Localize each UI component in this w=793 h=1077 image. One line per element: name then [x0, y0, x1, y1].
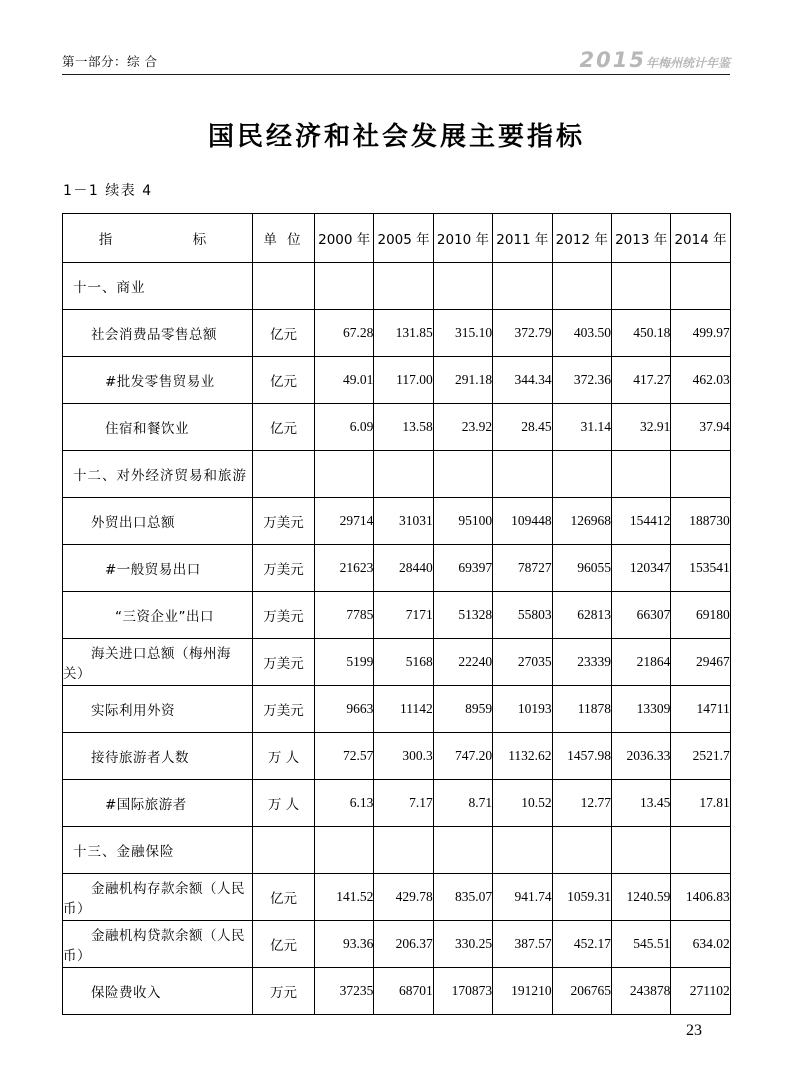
- cell-indicator: [63, 498, 253, 545]
- cell-value: [611, 451, 670, 498]
- table-caption: 1－1 续表 4: [63, 183, 153, 199]
- cell-value: 1059.31: [552, 874, 611, 921]
- cell-value: [315, 827, 374, 874]
- cell-value: 8959: [433, 686, 492, 733]
- cell-indicator: [63, 874, 253, 921]
- cell-value: 68701: [374, 968, 433, 1015]
- cell-value: 2521.7: [671, 733, 730, 780]
- cell-value: 22240: [433, 639, 492, 686]
- cell-indicator: [63, 921, 253, 968]
- cell-value: 344.34: [493, 357, 552, 404]
- cell-value: 28440: [374, 545, 433, 592]
- cell-unit: 万美元: [253, 639, 315, 686]
- cell-unit: 亿元: [253, 874, 315, 921]
- cell-value: 545.51: [611, 921, 670, 968]
- cell-unit: [253, 263, 315, 310]
- header-section-label: 第一部分：综 合: [62, 54, 158, 69]
- indicator-label: 十三、金融保险: [73, 844, 175, 860]
- cell-value: [374, 827, 433, 874]
- cell-value: 10.52: [493, 780, 552, 827]
- cell-value: 37.94: [671, 404, 730, 451]
- cell-indicator: [63, 639, 253, 686]
- column-header-2012: 2012 年: [552, 214, 611, 263]
- cell-value: 17.81: [671, 780, 730, 827]
- cell-value: 188730: [671, 498, 730, 545]
- table-row: [63, 404, 731, 451]
- cell-value: 243878: [611, 968, 670, 1015]
- cell-value: 7785: [315, 592, 374, 639]
- cell-value: 429.78: [374, 874, 433, 921]
- table-row: [63, 921, 731, 968]
- table-row: [63, 263, 731, 310]
- table-row: [63, 451, 731, 498]
- watermark-year: 2015: [579, 48, 646, 72]
- cell-value: 31031: [374, 498, 433, 545]
- cell-value: 78727: [493, 545, 552, 592]
- cell-indicator: [63, 357, 253, 404]
- indicator-label: 社会消费品零售总额: [91, 327, 217, 343]
- cell-value: [493, 827, 552, 874]
- cell-value: 300.3: [374, 733, 433, 780]
- cell-value: 403.50: [552, 310, 611, 357]
- cell-value: 117.00: [374, 357, 433, 404]
- column-header-2000: 2000 年: [315, 214, 374, 263]
- cell-value: 452.17: [552, 921, 611, 968]
- cell-value: 23339: [552, 639, 611, 686]
- cell-value: 462.03: [671, 357, 730, 404]
- cell-value: 291.18: [433, 357, 492, 404]
- cell-value: [552, 263, 611, 310]
- cell-value: [433, 827, 492, 874]
- cell-value: [493, 451, 552, 498]
- indicator-label: “三资企业”出口: [115, 609, 214, 625]
- cell-unit: 万 人: [253, 733, 315, 780]
- cell-value: [374, 263, 433, 310]
- cell-unit: [253, 827, 315, 874]
- cell-value: 95100: [433, 498, 492, 545]
- cell-value: 13.45: [611, 780, 670, 827]
- indicator-label: #批发零售贸易业: [105, 374, 215, 390]
- cell-value: [315, 263, 374, 310]
- cell-value: 69397: [433, 545, 492, 592]
- cell-unit: 万美元: [253, 686, 315, 733]
- cell-value: [611, 263, 670, 310]
- cell-value: 6.09: [315, 404, 374, 451]
- cell-value: 126968: [552, 498, 611, 545]
- table-header-row: [63, 214, 731, 263]
- cell-unit: 万美元: [253, 592, 315, 639]
- cell-value: 11878: [552, 686, 611, 733]
- cell-unit: [253, 451, 315, 498]
- table-row: [63, 874, 731, 921]
- indicator-label: 保险费收入: [91, 985, 161, 1001]
- cell-unit: 万元: [253, 968, 315, 1015]
- cell-value: 206.37: [374, 921, 433, 968]
- cell-unit: 亿元: [253, 310, 315, 357]
- indicator-label: 海关进口总额（梅州海关）: [63, 646, 231, 682]
- cell-value: [493, 263, 552, 310]
- cell-indicator: [63, 827, 253, 874]
- column-header-2014: 2014 年: [671, 214, 730, 263]
- cell-value: 170873: [433, 968, 492, 1015]
- cell-value: 154412: [611, 498, 670, 545]
- cell-value: 69180: [671, 592, 730, 639]
- table-body: [63, 263, 731, 1015]
- cell-value: 49.01: [315, 357, 374, 404]
- cell-unit: 万美元: [253, 498, 315, 545]
- table-row: [63, 498, 731, 545]
- cell-value: 941.74: [493, 874, 552, 921]
- cell-value: 62813: [552, 592, 611, 639]
- cell-value: 37235: [315, 968, 374, 1015]
- cell-value: [433, 263, 492, 310]
- cell-value: 206765: [552, 968, 611, 1015]
- cell-value: 93.36: [315, 921, 374, 968]
- cell-value: [611, 827, 670, 874]
- cell-value: 417.27: [611, 357, 670, 404]
- cell-value: 23.92: [433, 404, 492, 451]
- cell-value: 120347: [611, 545, 670, 592]
- cell-value: 387.57: [493, 921, 552, 968]
- cell-value: 21864: [611, 639, 670, 686]
- cell-unit: 亿元: [253, 921, 315, 968]
- cell-value: 7171: [374, 592, 433, 639]
- cell-unit: 万 人: [253, 780, 315, 827]
- cell-value: 21623: [315, 545, 374, 592]
- cell-value: 9663: [315, 686, 374, 733]
- cell-value: 66307: [611, 592, 670, 639]
- cell-value: 31.14: [552, 404, 611, 451]
- cell-value: 109448: [493, 498, 552, 545]
- cell-value: 747.20: [433, 733, 492, 780]
- table-row: [63, 357, 731, 404]
- cell-indicator: [63, 780, 253, 827]
- cell-value: 32.91: [611, 404, 670, 451]
- cell-value: 67.28: [315, 310, 374, 357]
- cell-value: [671, 263, 730, 310]
- cell-value: 1457.98: [552, 733, 611, 780]
- column-header-2011: 2011 年: [493, 214, 552, 263]
- cell-value: [671, 827, 730, 874]
- cell-indicator: [63, 263, 253, 310]
- cell-value: 1406.83: [671, 874, 730, 921]
- column-header-2013: 2013 年: [611, 214, 670, 263]
- cell-value: 153541: [671, 545, 730, 592]
- table-row: [63, 545, 731, 592]
- cell-unit: 万美元: [253, 545, 315, 592]
- table-row: [63, 686, 731, 733]
- cell-value: [552, 451, 611, 498]
- cell-value: 191210: [493, 968, 552, 1015]
- cell-value: 141.52: [315, 874, 374, 921]
- cell-indicator: [63, 310, 253, 357]
- cell-indicator: [63, 733, 253, 780]
- indicator-label: 外贸出口总额: [91, 515, 175, 531]
- cell-value: 131.85: [374, 310, 433, 357]
- cell-value: 13.58: [374, 404, 433, 451]
- cell-value: 2036.33: [611, 733, 670, 780]
- cell-value: 835.07: [433, 874, 492, 921]
- cell-unit: 亿元: [253, 404, 315, 451]
- cell-value: 372.79: [493, 310, 552, 357]
- cell-value: 13309: [611, 686, 670, 733]
- indicator-label: 十二、对外经济贸易和旅游: [73, 468, 247, 484]
- watermark-subtitle: 年梅州统计年鉴: [645, 56, 730, 70]
- cell-value: 12.77: [552, 780, 611, 827]
- table-row: [63, 780, 731, 827]
- column-header-indicator: 指 标: [63, 214, 253, 263]
- cell-value: 96055: [552, 545, 611, 592]
- indicator-label: 金融机构存款余额（人民币）: [63, 881, 245, 917]
- indicator-label: 接待旅游者人数: [91, 750, 189, 766]
- column-header-unit: 单 位: [253, 214, 315, 263]
- indicator-label: 金融机构贷款余额（人民币）: [63, 928, 245, 964]
- cell-value: 499.97: [671, 310, 730, 357]
- column-header-2005: 2005 年: [374, 214, 433, 263]
- cell-value: 72.57: [315, 733, 374, 780]
- indicator-label: #一般贸易出口: [105, 562, 201, 578]
- cell-value: 271102: [671, 968, 730, 1015]
- cell-value: 11142: [374, 686, 433, 733]
- page-title: 国民经济和社会发展主要指标: [207, 122, 585, 152]
- cell-value: 29467: [671, 639, 730, 686]
- cell-value: 6.13: [315, 780, 374, 827]
- cell-value: 372.36: [552, 357, 611, 404]
- indicator-label: 住宿和餐饮业: [105, 421, 189, 437]
- indicator-label: 实际利用外资: [91, 703, 175, 719]
- cell-value: 10193: [493, 686, 552, 733]
- cell-value: 315.10: [433, 310, 492, 357]
- cell-value: 1132.62: [493, 733, 552, 780]
- cell-indicator: [63, 451, 253, 498]
- cell-indicator: [63, 545, 253, 592]
- column-header-2010: 2010 年: [433, 214, 492, 263]
- table-row: [63, 733, 731, 780]
- table-row: [63, 639, 731, 686]
- statistics-table-container: [62, 213, 730, 1015]
- cell-value: 634.02: [671, 921, 730, 968]
- cell-value: 5199: [315, 639, 374, 686]
- table-row: [63, 310, 731, 357]
- table-row: [63, 968, 731, 1015]
- cell-value: 27035: [493, 639, 552, 686]
- cell-indicator: [63, 686, 253, 733]
- cell-value: 450.18: [611, 310, 670, 357]
- cell-value: 8.71: [433, 780, 492, 827]
- cell-value: 28.45: [493, 404, 552, 451]
- indicator-label: #国际旅游者: [105, 797, 187, 813]
- table-row: [63, 592, 731, 639]
- page-header: [62, 48, 730, 75]
- cell-unit: 亿元: [253, 357, 315, 404]
- page-number: 23: [686, 1022, 702, 1039]
- cell-indicator: [63, 968, 253, 1015]
- cell-value: 29714: [315, 498, 374, 545]
- cell-value: [671, 451, 730, 498]
- cell-value: [552, 827, 611, 874]
- header-watermark: [580, 48, 730, 74]
- statistics-table: [62, 213, 731, 1015]
- cell-value: 1240.59: [611, 874, 670, 921]
- cell-value: [433, 451, 492, 498]
- cell-value: 51328: [433, 592, 492, 639]
- cell-value: 5168: [374, 639, 433, 686]
- indicator-label: 十一、商业: [73, 280, 146, 296]
- cell-value: 7.17: [374, 780, 433, 827]
- cell-value: [374, 451, 433, 498]
- cell-value: 330.25: [433, 921, 492, 968]
- cell-value: 14711: [671, 686, 730, 733]
- cell-value: 55803: [493, 592, 552, 639]
- cell-value: [315, 451, 374, 498]
- table-header: [63, 214, 731, 263]
- table-row: [63, 827, 731, 874]
- cell-indicator: [63, 404, 253, 451]
- cell-indicator: [63, 592, 253, 639]
